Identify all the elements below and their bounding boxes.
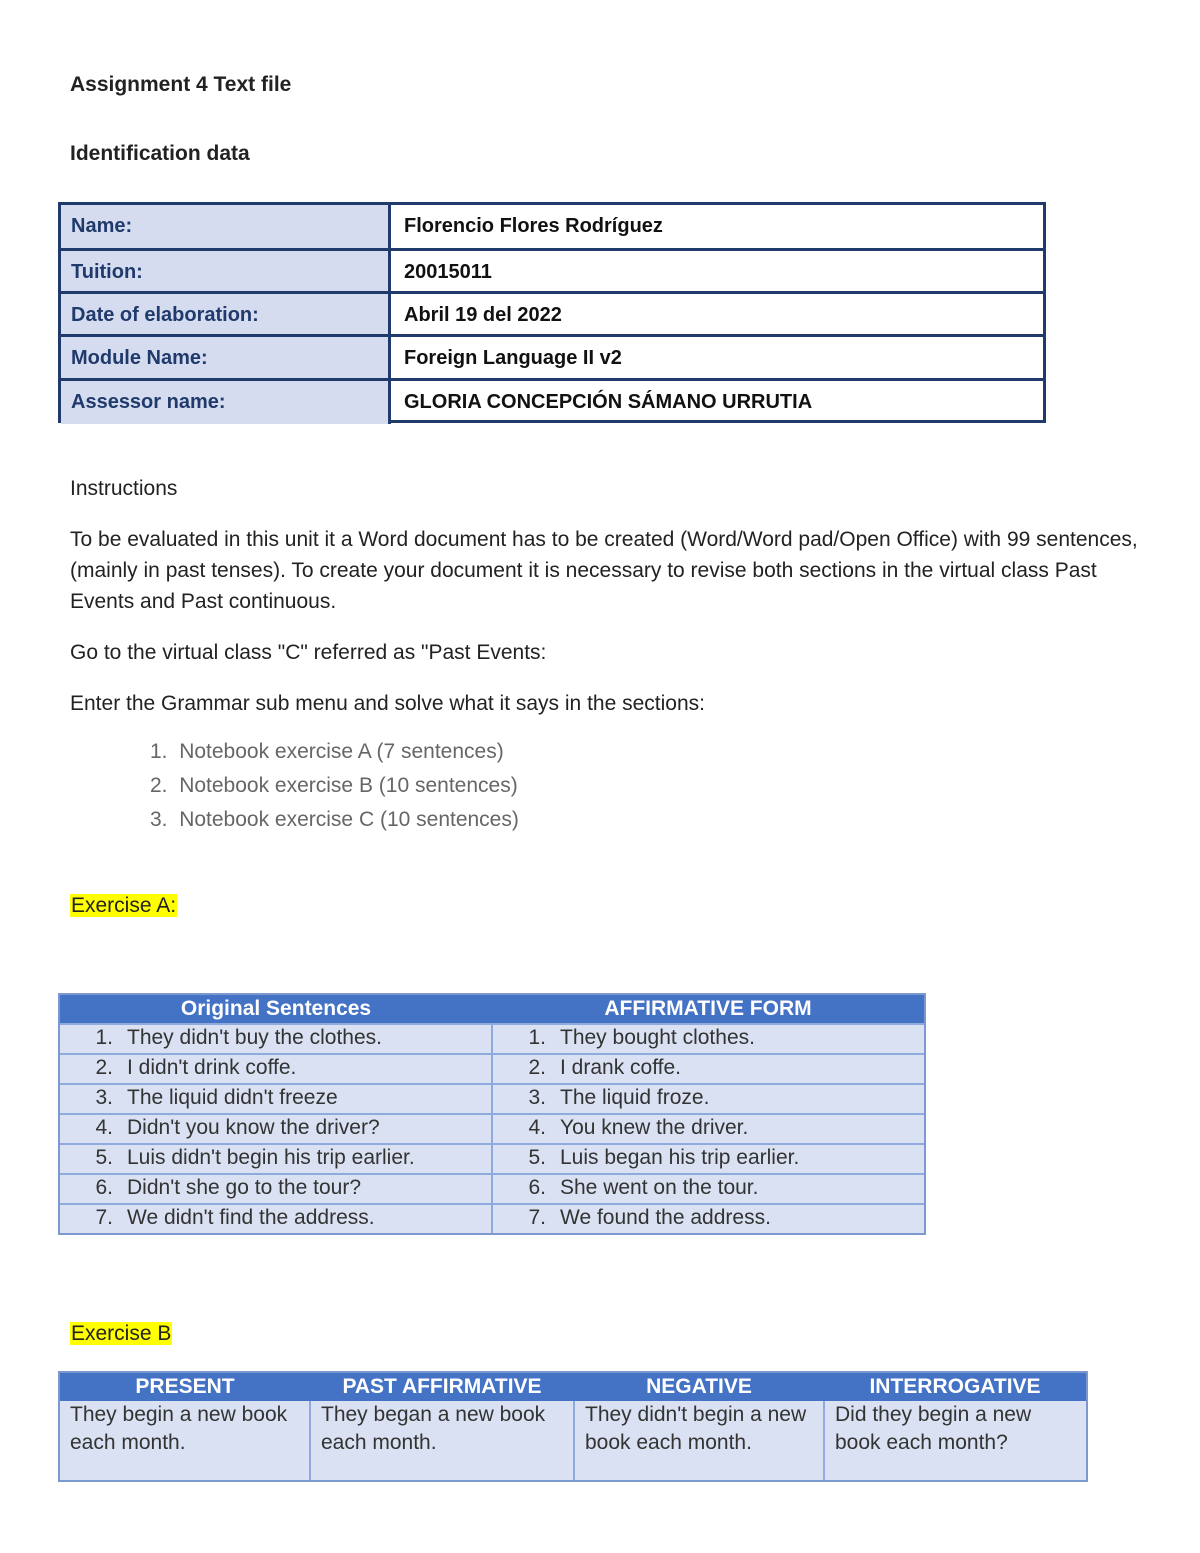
row-number: 2. [95,1056,113,1079]
document-title: Assignment 4 Text file [70,73,292,96]
row-number: 7. [528,1206,546,1229]
identification-table [58,202,1046,423]
table-row [60,1083,924,1113]
id-value: Foreign Language II v2 [404,347,622,369]
original-sentence: I didn't drink coffe. [127,1056,297,1079]
column-header: Original Sentences [180,997,372,1020]
id-row-name [61,205,1043,248]
row-number: 4. [95,1116,113,1139]
table-cell: Did they begin a new book each month? [835,1403,1032,1454]
id-value: GLORIA CONCEPCIÓN SÁMANO URRUTIA [404,391,813,413]
highlighted-label: Exercise A: [71,894,177,917]
instructions-paragraph: To be evaluated in this unit it a Word document has to be created (Word/Word pad/Open Office) with 99 sentences, (mainly in past tenses). To create your document it is necessary to revise both sections in the virtual class Past Events and Past continuous. [70,528,1138,613]
table-row [60,1173,924,1203]
table-row [60,1053,924,1083]
row-number: 3. [95,1086,113,1109]
table-cell: They began a new book each month. [321,1403,546,1454]
table-row [60,1143,924,1173]
column-header: PAST AFFIRMATIVE [342,1375,542,1398]
column-header: AFFIRMATIVE FORM [604,997,812,1020]
affirmative-sentence: The liquid froze. [560,1086,710,1109]
list-text: Notebook exercise A (7 sentences) [179,740,504,763]
id-label: Date of elaboration: [61,294,391,337]
column-header: INTERROGATIVE [869,1375,1041,1398]
exercise-b-label [70,1322,172,1346]
list-item [150,808,519,832]
original-sentence: We didn't find the address. [127,1206,375,1229]
affirmative-sentence: She went on the tour. [560,1176,759,1199]
id-row-tuition [61,251,1043,294]
column-header: PRESENT [135,1375,235,1398]
highlighted-label: Exercise B [71,1322,172,1345]
table-row [60,1023,924,1053]
original-sentence: They didn't buy the clothes. [127,1026,382,1049]
original-sentence: Didn't you know the driver? [127,1116,380,1139]
original-sentence: Luis didn't begin his trip earlier. [127,1146,415,1169]
list-number: 3. [150,808,168,831]
list-item [150,774,518,798]
instructions-paragraph: Enter the Grammar sub menu and solve what it says in the sections: [70,692,705,715]
row-number: 6. [528,1176,546,1199]
list-item [150,740,504,764]
id-row-date [61,294,1043,337]
exercise-b-table [58,1371,1088,1482]
row-number: 6. [95,1176,113,1199]
id-label: Tuition: [61,251,391,294]
affirmative-sentence: Luis began his trip earlier. [560,1146,800,1169]
row-number: 4. [528,1116,546,1139]
list-text: Notebook exercise B (10 sentences) [179,774,518,797]
row-number: 1. [95,1026,113,1049]
table-row [60,1113,924,1143]
list-number: 2. [150,774,168,797]
row-number: 5. [95,1146,113,1169]
id-value: Florencio Flores Rodríguez [404,215,663,237]
instructions-heading: Instructions [70,477,178,500]
id-value: Abril 19 del 2022 [404,304,562,326]
table-row [60,1203,924,1233]
id-label: Module Name: [61,337,391,380]
row-number: 5. [528,1146,546,1169]
affirmative-sentence: We found the address. [560,1206,771,1229]
id-value: 20015011 [404,261,492,283]
exercise-a-table [58,993,926,1235]
table-cell: They didn't begin a new book each month. [585,1403,807,1454]
list-text: Notebook exercise C (10 sentences) [179,808,519,831]
id-row-assessor [61,381,1043,424]
exercise-a-label [70,894,177,918]
affirmative-sentence: I drank coffe. [560,1056,682,1079]
original-sentence: Didn't she go to the tour? [127,1176,361,1199]
id-row-module [61,337,1043,380]
id-label: Assessor name: [61,381,391,424]
affirmative-sentence: They bought clothes. [560,1026,755,1049]
list-number: 1. [150,740,168,763]
identification-heading: Identification data [70,142,250,165]
original-sentence: The liquid didn't freeze [127,1086,338,1109]
column-header: NEGATIVE [646,1375,752,1398]
row-number: 2. [528,1056,546,1079]
affirmative-sentence: You knew the driver. [560,1116,749,1139]
id-label: Name: [61,205,391,248]
row-number: 1. [528,1026,546,1049]
row-number: 3. [528,1086,546,1109]
table-header [60,995,924,1023]
table-cell: They begin a new book each month. [70,1403,288,1454]
instructions-paragraph: Go to the virtual class "C" referred as "Past Events: [70,641,547,664]
row-number: 7. [95,1206,113,1229]
